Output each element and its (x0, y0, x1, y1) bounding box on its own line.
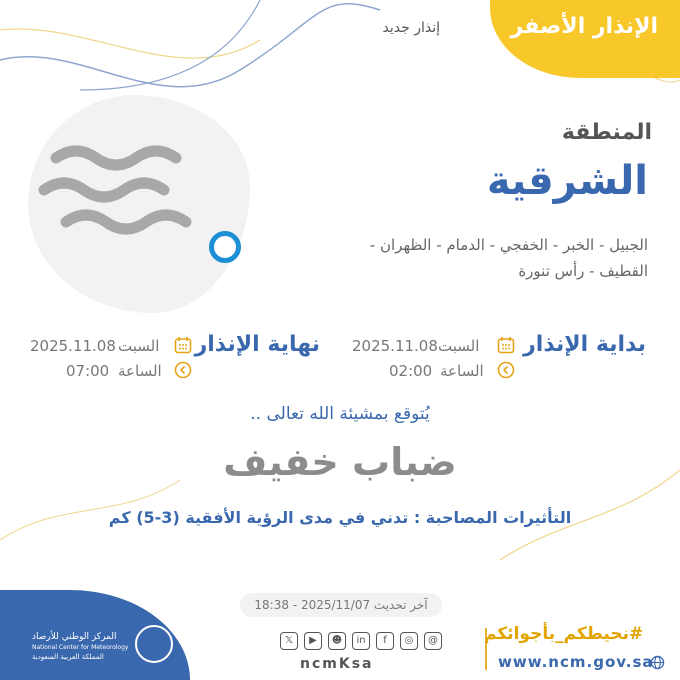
linkedin-icon[interactable]: in (352, 632, 370, 650)
org-name-arabic: المركز الوطني للأرصاد (32, 632, 117, 642)
calendar-icon (174, 336, 192, 354)
phenomenon-title: ضباب خفيف (223, 440, 457, 484)
end-day-label: السبت (118, 337, 160, 355)
youtube-icon[interactable]: ▶ (304, 632, 322, 650)
end-date: 2025.11.08 (30, 337, 116, 355)
affected-areas (348, 232, 648, 284)
region-name: الشرقية (486, 158, 648, 204)
location-ring-icon (209, 231, 241, 263)
threads-icon[interactable]: @ (424, 632, 442, 650)
new-warning-label: إنذار جديد (382, 20, 440, 36)
start-title: بداية الإنذار (523, 332, 646, 357)
instagram-icon[interactable]: ◎ (400, 632, 418, 650)
clock-icon (174, 361, 192, 379)
start-date: 2025.11.08 (352, 337, 438, 355)
globe-icon (650, 655, 665, 670)
warning-level-label: الإنذار الأصفر (510, 14, 658, 39)
areas-line-2: القطيف - رأس تنورة (518, 262, 648, 280)
campaign-hashtag: #نحيطكم_بأجوائكم (484, 624, 644, 644)
social-handle[interactable]: ncmKsa (300, 656, 374, 672)
forecast-intro: يُتوقع بمشيئة الله تعالى .. (250, 404, 430, 424)
end-time-label: الساعة (118, 362, 162, 380)
areas-line-1: الجبيل - الخبر - الخفجي - الدمام - الظهران - (369, 236, 648, 254)
start-time-label: الساعة (440, 362, 484, 380)
x-icon[interactable]: 𝕏 (280, 632, 298, 650)
calendar-icon (497, 336, 515, 354)
fog-icon (36, 140, 206, 240)
country-name-arabic: المملكة العربية السعودية (32, 653, 104, 661)
clock-icon (497, 361, 515, 379)
org-name-english: National Center for Meteorology (32, 644, 129, 651)
facebook-icon[interactable]: f (376, 632, 394, 650)
region-label: المنطقة (561, 120, 652, 145)
associated-effects: التأثيرات المصاحبة : تدني في مدى الرؤية الأفقية (3-5) كم (108, 508, 572, 527)
start-time: 02:00 (389, 362, 433, 380)
end-title: نهاية الإنذار (194, 332, 320, 357)
snapchat-icon[interactable]: ☻ (328, 632, 346, 650)
last-update-pill: آخر تحديث 2025/11/07 - 18:38 (240, 593, 442, 617)
social-icons (280, 632, 442, 650)
end-time: 07:00 (66, 362, 110, 380)
ncm-emblem-icon (135, 625, 173, 663)
start-day-label: السبت (438, 337, 480, 355)
website-link[interactable]: www.ncm.gov.sa (498, 653, 654, 671)
